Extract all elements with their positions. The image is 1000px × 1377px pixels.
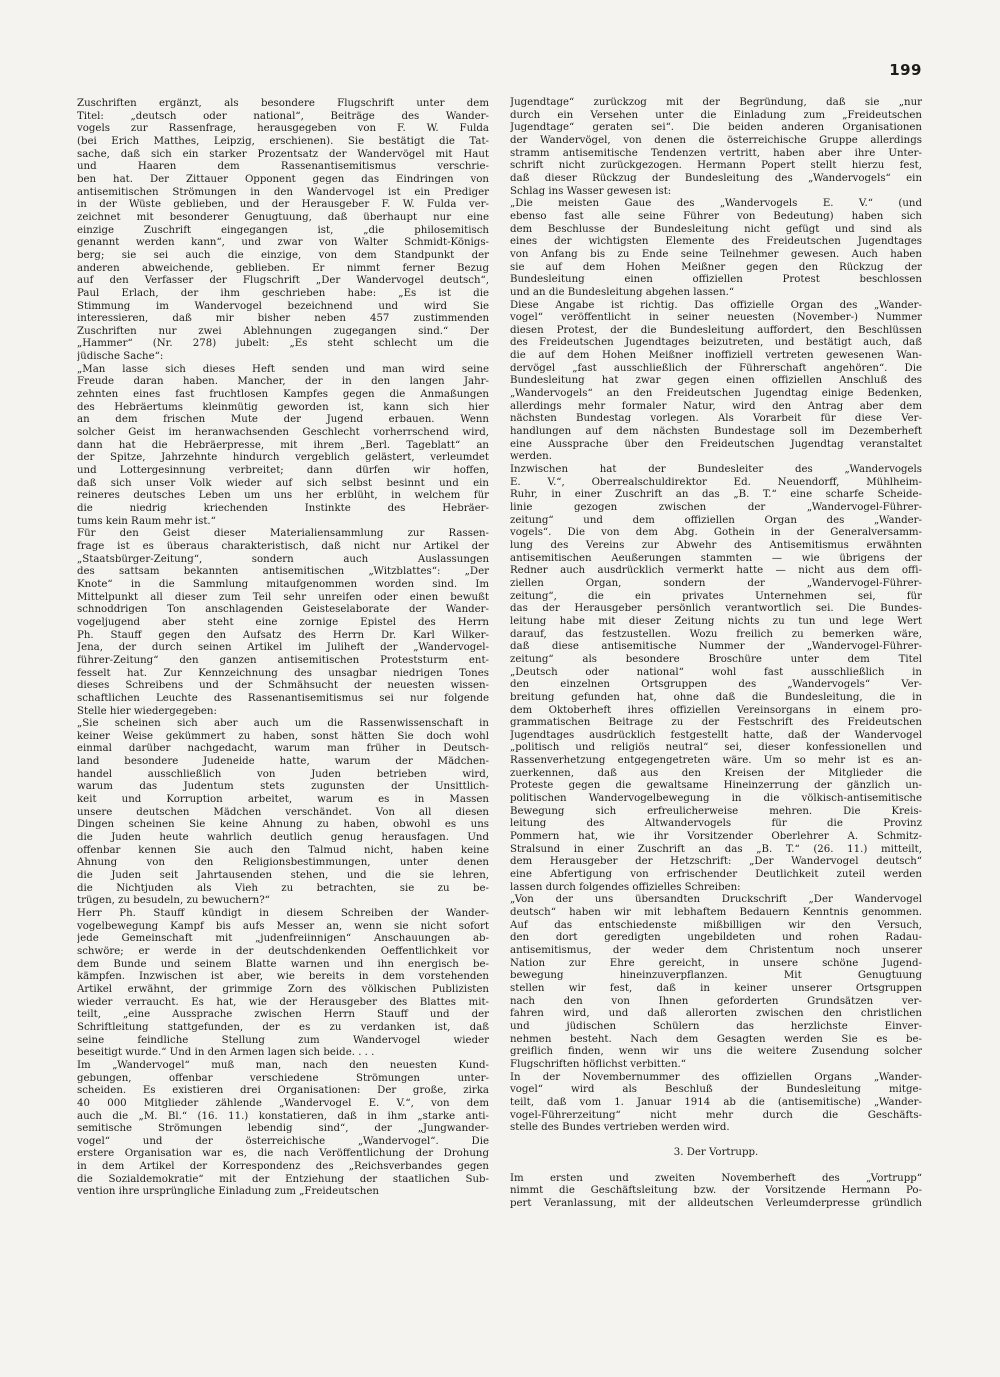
- text-line: zeitung“, die ein privates Unternehmen sei, für: [510, 590, 922, 602]
- text-line: leitung habe mit dieser Zeitung nichts zu tun und lege Wert: [510, 615, 922, 627]
- text-line: zeichnet mit besonderer Genugtuung, daß überhaupt nur eine: [77, 211, 489, 223]
- text-line: jüdische Sache“:: [77, 351, 164, 363]
- text-line: Jugendtages ausdrücklich festgestellt hatte, daß der Wandervogel: [510, 729, 922, 741]
- text-line: „Wandervogels“ an den Freideutschen Jugendtag einige Bedenken,: [510, 388, 922, 400]
- text-line: in der Wüste geblieben, und der Herausgeber F. W. Fulda ver-: [77, 199, 489, 211]
- text-line: eines der wichtigsten Elemente des Freideutschen Jugendtages: [510, 236, 922, 248]
- text-line: und Haaren dem Rassenantisemitismus verschrie-: [77, 161, 489, 173]
- text-line: nach den von Ihnen geforderten Grundsätzen ver-: [510, 995, 922, 1007]
- text-line: Zuschriften nur zwei Ablehnungen zugegangen sind.“ Der: [77, 325, 489, 337]
- text-line: werden.: [510, 451, 552, 463]
- text-line: ziellen Organ, sondern der „Wandervogel-Führer-: [510, 577, 922, 589]
- text-line: die Sozialdemokratie“ mit der Entziehung der staatlichen Sub-: [77, 1173, 489, 1185]
- text-line: schwöre; er werde in der deutschdenkenden Oeffentlichkeit vor: [77, 945, 489, 957]
- text-line: greiflich finden, wenn wir uns die weitere Zusendung solcher: [510, 1046, 922, 1058]
- text-line: und an die Bundesleitung abgehen lassen.“: [510, 286, 735, 298]
- text-line: dervögel „fast ausschließlich der Führerschaft angehören“. Die: [510, 362, 922, 374]
- text-line: Stelle hier wiedergegeben:: [77, 705, 217, 717]
- text-line: Ph. Stauff gegen den Aufsatz des Herrn Dr. Karl Wilker-: [77, 629, 489, 641]
- text-line: Bewegung sich erfreulicherweise mehren. Die Kreis-: [510, 805, 922, 817]
- text-line: sache, daß sich ein starker Prozentsatz der Wandervögel mit Haut: [77, 148, 489, 160]
- text-line: genannt werden kann“, und zwar von Walter Schmidt-Königs-: [77, 237, 489, 249]
- text-line: einmal darüber nachgedacht, warum man früher in Deutsch-: [77, 743, 489, 755]
- text-line: des Hebräertums kleinmütig geworden ist, kann sich hier: [77, 401, 489, 413]
- text-line: stramm antisemitische Tendenzen vertritt, haben aber ihre Unter-: [510, 147, 922, 159]
- text-line: breitung gefunden hat, ohne daß die Bundesleitung, die in: [510, 691, 922, 703]
- text-line: handel ausschließlich von Juden betrieben wird,: [77, 768, 489, 780]
- text-line: die Nichtjuden als Vieh zu betrachten, sie zu be-: [77, 882, 489, 894]
- text-line: „Deutsch oder national“ wohl fast ausschließlich in: [510, 666, 922, 678]
- text-line: Bundesleitung einen offiziellen Protest beschlossen: [510, 274, 922, 286]
- text-line: Bundesleitung hat zwar gegen einen offiziellen Anschluß des: [510, 375, 922, 387]
- text-line: Redner auch ausdrücklich vermerkt hatte — nicht aus dem offi-: [510, 565, 922, 577]
- text-line: zeitung“ als besondere Broschüre unter dem Titel: [510, 653, 922, 665]
- text-line: und Lottergesinnung verbreitet; dann dürfen wir hoffen,: [77, 465, 489, 477]
- text-line: „Man lasse sich dieses Heft senden und man wird seine: [77, 363, 489, 375]
- text-line: Nation zur Ehre gereicht, in unsere schöne Jugend-: [510, 957, 922, 969]
- text-line: vogel-Führerzeitung“ nicht mehr durch die Geschäfts-: [510, 1109, 922, 1121]
- text-line: zeitung“ und dem offiziellen Organ des „Wander-: [510, 514, 922, 526]
- text-line: auf den Verfasser der Flugschrift „Der Wandervogel deutsch“,: [77, 275, 489, 287]
- text-line: Jugendtage“ zurückzog mit der Begründung, daß sie „nur: [510, 97, 922, 108]
- text-line: trügen, zu besudeln, zu bewuchern?“: [77, 895, 270, 907]
- text-line: dem Bunde und seinem Blatte warnen und ihn energisch be-: [77, 958, 489, 970]
- text-line: tums kein Raum mehr ist.“: [77, 515, 216, 527]
- text-line: deutsch“ haben wir mit lebhaftem Bedauern Kenntnis genommen.: [510, 907, 922, 918]
- text-line: einzige Zuschrift eingegangen ist, „die philosemitisch: [77, 224, 489, 236]
- text-line: (bei Erich Matthes, Leipzig, erschienen). Sie bestätigt die Tat-: [77, 135, 489, 147]
- text-line: grammatischen Beitrage zu der Festschrift des Freideutschen: [510, 717, 922, 729]
- text-line: Freude daran haben. Mancher, der in den langen Jahr-: [77, 376, 489, 388]
- text-line: [510, 1160, 922, 1173]
- text-line: nehmen besteht. Nach dem Gesagten werden Sie es be-: [510, 1033, 922, 1045]
- text-line: dann hat die Hebräerpresse, mit ihrem „Berl. Tageblatt“ an: [77, 439, 489, 451]
- text-line: handlungen auf dem nächsten Bundestage soll im Dezemberheft: [510, 426, 922, 438]
- text-line: kämpfen. Inzwischen ist aber, wie bereits in dem vorstehenden: [77, 971, 489, 983]
- text-line: des Freideutschen Jugendtages beizutreten, und bestätigt auch, daß: [510, 337, 922, 349]
- text-line: zuerkennen, daß aus den Kreisen der Mitglieder die: [510, 767, 922, 779]
- text-line: vogel“ wird als Beschluß der Bundesleitung mitge-: [510, 1084, 922, 1096]
- text-line: zehnten eines fast fruchtlosen Kampfes gegen die Anmaßungen: [77, 389, 489, 401]
- text-line: sie auf dem Hohen Meißner gegen den Rückzug der: [510, 261, 922, 273]
- text-line: Für den Geist dieser Materialiensammlung zur Rassen-: [77, 528, 489, 540]
- text-line: keiner Weise gekümmert zu haben, sonst hätten Sie doch wohl: [77, 730, 489, 742]
- text-line: bewegung hineinzuverpflanzen. Mit Genugtuung: [510, 970, 922, 982]
- text-line: darauf, das festzustellen. Wozu freilich zu bemerken wäre,: [510, 628, 922, 640]
- text-line: 40 000 Mitglieder zählende „Wandervogel E. V.“, von dem: [77, 1097, 489, 1109]
- text-line: teilt, daß vom 1. Januar 1914 ab die (antisemitische) „Wander-: [510, 1096, 922, 1108]
- text-line: seine feindliche Stellung zum Wandervogel wieder: [77, 1034, 489, 1046]
- text-line: die Juden seit Jahrtausenden stehen, und die sie lehren,: [77, 870, 489, 882]
- text-line: warum das Judentum stets zugunsten der Unsittlich-: [77, 781, 489, 793]
- text-line: unsere deutschen Mädchen verschändet. Von all diesen: [77, 806, 489, 818]
- text-line: linie gezogen zwischen der „Wandervogel-Führer-: [510, 502, 922, 513]
- text-line: durch ein Versehen unter die Einladung zum „Freideutschen: [510, 109, 922, 121]
- text-line: den dort geredigten ungebildeten und rohen Radau-: [510, 932, 922, 944]
- text-line: Dingen scheinen Sie keine Ahnung zu haben, obwohl es uns: [77, 819, 489, 831]
- text-line: schrift nicht zurückgezogen. Hermann Popert stellt hierzu fest,: [510, 160, 922, 172]
- text-line: den einzelnen Ortsgruppen des „Wandervogels“ Ver-: [510, 679, 922, 691]
- text-line: ben hat. Der Zittauer Opponent gegen das Eindringen von: [77, 173, 489, 185]
- right-column: [510, 97, 922, 1211]
- text-line: keit und Korruption arbeitet, warum es in Massen: [77, 794, 489, 806]
- page-number: 199: [889, 61, 922, 79]
- text-line: vention ihre ursprüngliche Einladung zum „Freideutschen: [77, 1186, 379, 1198]
- text-line: auch die „M. Bl.“ (16. 11.) konstatieren, daß in ihm „starke anti-: [77, 1110, 489, 1122]
- text-line: diesen Protest, der die Bundesleitung auffordert, den Beschlüssen: [510, 324, 922, 336]
- text-line: Titel: „deutsch oder national“, Beiträge des Wander-: [77, 110, 489, 122]
- text-line: Inzwischen hat der Bundesleiter des „Wandervogels: [510, 464, 922, 476]
- text-line: In der Novembernummer des offiziellen Organs „Wander-: [510, 1071, 922, 1083]
- text-line: Schlag ins Wasser gewesen ist:: [510, 185, 672, 197]
- text-line: scheiden. Es existieren drei Organisationen: Der große, zirka: [77, 1085, 489, 1097]
- text-line: erstere Organisation war es, die nach Veröffentlichung der Drohung: [77, 1148, 489, 1160]
- text-line: anderen abweichende, geblieben. Er nimmt ferner Bezug: [77, 262, 489, 274]
- text-line: „Die meisten Gaue des „Wandervogels E. V.“ (und: [510, 198, 922, 210]
- text-line: semitische Strömungen lebendig sind“, der „Jungwander-: [77, 1123, 489, 1135]
- text-line: nimmt die Geschäftsleitung bzw. der Vorsitzende Hermann Po-: [510, 1185, 922, 1197]
- text-line: „politisch und religiös neutral“ sei, dieser konfessionellen und: [510, 742, 922, 754]
- text-line: Ruhr, in einer Zuschrift an das „B. T.“ eine scharfe Scheide-: [510, 489, 922, 501]
- text-line: die auf dem Hohen Meißner inoffiziell vertreten gewesenen Wan-: [510, 350, 922, 362]
- text-line: schnoddrigen Ton anschlagenden Geisteselaborate der Wander-: [77, 604, 489, 616]
- text-line: nächsten Bundestag vorlegen. Als Vorarbeit für diese Ver-: [510, 413, 922, 425]
- text-line: Schriftleitung stattgefunden, der es zu verdanken ist, daß: [77, 1021, 489, 1033]
- text-line: führer-Zeitung“ den ganzen antisemitischen Proteststurm ent-: [77, 654, 489, 666]
- text-line: das der Herausgeber persönlich verantwortlich sei. Die Bundes-: [510, 603, 922, 615]
- text-line: politischen Wandervogelbewegung in die völkisch-antisemitische: [510, 793, 922, 805]
- text-line: vogels zur Rassenfrage, herausgegeben von F. W. Fulda: [77, 123, 489, 135]
- text-line: in dem Artikel der Korrespondenz des „Reichsverbandes gegen: [77, 1161, 489, 1173]
- text-line: antisemitischen Aeußerungen stammten — wie übrigens der: [510, 552, 922, 564]
- text-line: eine Abfertigung von erfrischender Deutlichkeit zuteil werden: [510, 869, 922, 881]
- text-line: Im ersten und zweiten Novemberheft des „Vortrupp“: [510, 1172, 922, 1184]
- text-line: vogel“ und der österreichische „Wandervogel“. Die: [77, 1135, 489, 1147]
- text-line: lassen durch folgendes offizielles Schreiben:: [510, 881, 741, 893]
- text-line: vogel“ veröffentlicht in seiner neuesten (November-) Nummer: [510, 312, 922, 324]
- text-line: Jena, der durch seinen Artikel im Juliheft der „Wandervogel-: [77, 642, 489, 654]
- text-line: beseitigt wurde.“ Und in den Armen lagen sich beide. . . .: [77, 1047, 375, 1059]
- text-line: wieder verraucht. Es hat, wie der Herausgeber des Blattes mit-: [77, 996, 489, 1008]
- text-line: Stimmung im Wandervogel bezeichnend und wird Sie: [77, 300, 489, 312]
- text-line: Stralsund in einer Zuschrift an das „B. T.“ (26. 11.) mitteilt,: [510, 843, 922, 855]
- text-line: solcher Geist im heranwachsenden Geschlecht vorherrschend wird,: [77, 427, 489, 439]
- text-line: Paul Erlach, der ihm geschrieben habe: „Es ist die: [77, 287, 489, 299]
- text-line: ebenso fast alle seine Führer von Bedeutung) haben sich: [510, 210, 922, 222]
- text-line: stellen wir fest, daß in keiner unserer Ortsgruppen: [510, 982, 922, 994]
- text-line: frage ist es überaus charakteristisch, daß nicht nur Artikel der: [77, 540, 489, 552]
- text-line: [510, 1135, 922, 1148]
- text-line: reineres deutsches Leben um uns her erblüht, in welchem für: [77, 490, 489, 502]
- text-line: Artikel erwähnt, der grimmige Zorn des völkischen Publizisten: [77, 983, 489, 995]
- text-line: „Staatsbürger-Zeitung“, sondern auch Auslassungen: [77, 553, 489, 565]
- text-line: des sattsam bekannten antisemitischen „Witzblattes“: „Der: [77, 566, 489, 578]
- text-line: antisemitismus, der weder dem Christentum noch unserer: [510, 944, 922, 956]
- text-line: Im „Wandervogel“ muß man, nach den neuesten Kund-: [77, 1059, 489, 1071]
- text-line: antisemitischen Strömungen in den Wandervogel ist ein Prediger: [77, 186, 489, 198]
- text-line: dem Herausgeber der Hetzschrift: „Der Wandervogel deutsch“: [510, 856, 922, 868]
- text-line: die niedrig kriechenden Instinkte des Hebräer-: [77, 503, 489, 514]
- text-line: offenbar kennen Sie auch den Talmud nicht, haben keine: [77, 844, 489, 856]
- text-line: dem Beschlusse der Bundesleitung nicht gefügt und sind als: [510, 223, 922, 235]
- text-line: dieses Schreibens und der Schmähsucht der neuesten wissen-: [77, 680, 489, 692]
- text-line: vogelbewegung Kampf bis aufs Messer an, wenn sie nicht sofort: [77, 920, 489, 932]
- left-column: [77, 98, 489, 1199]
- text-line: allerdings mehr formaler Natur, wird den Antrag aber dem: [510, 400, 922, 412]
- text-line: Flugschriften höflichst verbitten.“: [510, 1058, 686, 1070]
- text-line: gebungen, offenbar verschiedene Strömungen unter-: [77, 1072, 489, 1084]
- text-line: Rassenverhetzung entgegengetreten wäre. Um so mehr ist es an-: [510, 755, 922, 767]
- text-line: teilt, „eine Aussprache zwischen Herrn Stauff und der: [77, 1009, 489, 1021]
- text-line: jede Gemeinschaft mit „judenfreiinnigen“ Anschauungen ab-: [77, 933, 489, 945]
- text-line: dem Oktoberheft ihres offiziellen Vereinsorgans in einem pro-: [510, 704, 922, 716]
- text-line: fahren wird, und daß allerorten zwischen den christlichen: [510, 1008, 922, 1020]
- text-line: lung des Vereins zur Abwehr des Antisemitismus erwähnten: [510, 539, 922, 551]
- text-line: daß dieser Rückzug der Bundesleitung des „Wandervogels“ ein: [510, 172, 922, 184]
- text-line: Auf das entschiedenste mißbilligen wir den Versuch,: [510, 919, 922, 931]
- text-line: der Wandervögel, von denen die österreichische Gruppe allerdings: [510, 134, 922, 146]
- section-heading: 3. Der Vortrupp.: [673, 1147, 759, 1159]
- text-line: vogels“. Die von dem Abg. Gothein in der Generalversamm-: [510, 527, 922, 539]
- text-line: daß sich unser Volk wieder auf sich selbst besinnt und ein: [77, 477, 489, 489]
- text-line: daß diese antisemitische Nummer der „Wandervogel-Führer-: [510, 641, 922, 653]
- text-line: „Sie scheinen sich aber auch um die Rassenwissenschaft in: [77, 718, 489, 730]
- text-line: vogeljugend aber steht eine zornige Epistel des Herrn: [77, 616, 489, 628]
- text-line: stelle des Bundes vertrieben werden wird.: [510, 1122, 730, 1134]
- text-line: leitung des Altwandervogels für die Provinz: [510, 818, 922, 830]
- text-line: an dem frischen Mute der Jugend erbauen. Wenn: [77, 414, 489, 426]
- text-line: von Anfang bis zu Ende seine Teilnehmer gewesen. Auch haben: [510, 248, 922, 260]
- text-line: „Von der uns übersandten Druckschrift „Der Wandervogel: [510, 894, 922, 906]
- text-line: schaftlichen Leuchte des Rassenantisemitismus sei nur folgende: [77, 692, 489, 704]
- text-line: Ahnung von den Religionsbestimmungen, unter denen: [77, 857, 489, 869]
- text-line: eine Aussprache über den Freideutschen Jugendtag veranstaltet: [510, 438, 922, 450]
- text-line: interessieren, daß mir bisher neben 457 zustimmenden: [77, 313, 489, 325]
- text-line: der Spitze, Jahrzehnte hindurch vergeblich gelästert, verleumdet: [77, 452, 489, 464]
- text-line: Herr Ph. Stauff kündigt in diesem Schreiben der Wander-: [77, 908, 489, 919]
- text-line: E. V.“, Oberrealschuldirektor Ed. Neuendorff, Mühlheim-: [510, 476, 922, 488]
- text-line: Pommern hat, wie ihr Vorsitzender Oberlehrer A. Schmitz-: [510, 831, 922, 843]
- text-line: und jüdischen Schülern das herzlichste Einver-: [510, 1020, 922, 1032]
- text-line: Proteste gegen die gewaltsame Hineinzerrung der gänzlich un-: [510, 780, 922, 792]
- text-line: Mittelpunkt all dieser zum Teil sehr unreifen oder einen bewußt: [77, 591, 489, 603]
- text-line: Diese Angabe ist richtig. Das offizielle Organ des „Wander-: [510, 299, 922, 311]
- text-line: land besondere Judeneide hatte, warum der Mädchen-: [77, 756, 489, 768]
- text-line: Jugendtage“ geraten sei“. Die beiden anderen Organisationen: [510, 122, 922, 134]
- text-line: Knote“ in die Sammlung mitaufgenommen worden sind. Im: [77, 578, 489, 590]
- text-line: fesselt hat. Zur Kennzeichnung des unsagbar niedrigen Tones: [77, 667, 489, 679]
- text-line: pert Veranlassung, mit der alldeutschen Verleumderpresse gründlich: [510, 1198, 922, 1210]
- text-line: Zuschriften ergänzt, als besondere Flugschrift unter dem: [77, 98, 489, 109]
- text-line: berg; sie sei auch die einzige, von dem Standpunkt der: [77, 249, 489, 261]
- text-line: die Juden heute wahrlich deutlich genug herausfagen. Und: [77, 832, 489, 844]
- text-line: „Hammer“ (Nr. 278) jubelt: „Es steht schlecht um die: [77, 338, 489, 350]
